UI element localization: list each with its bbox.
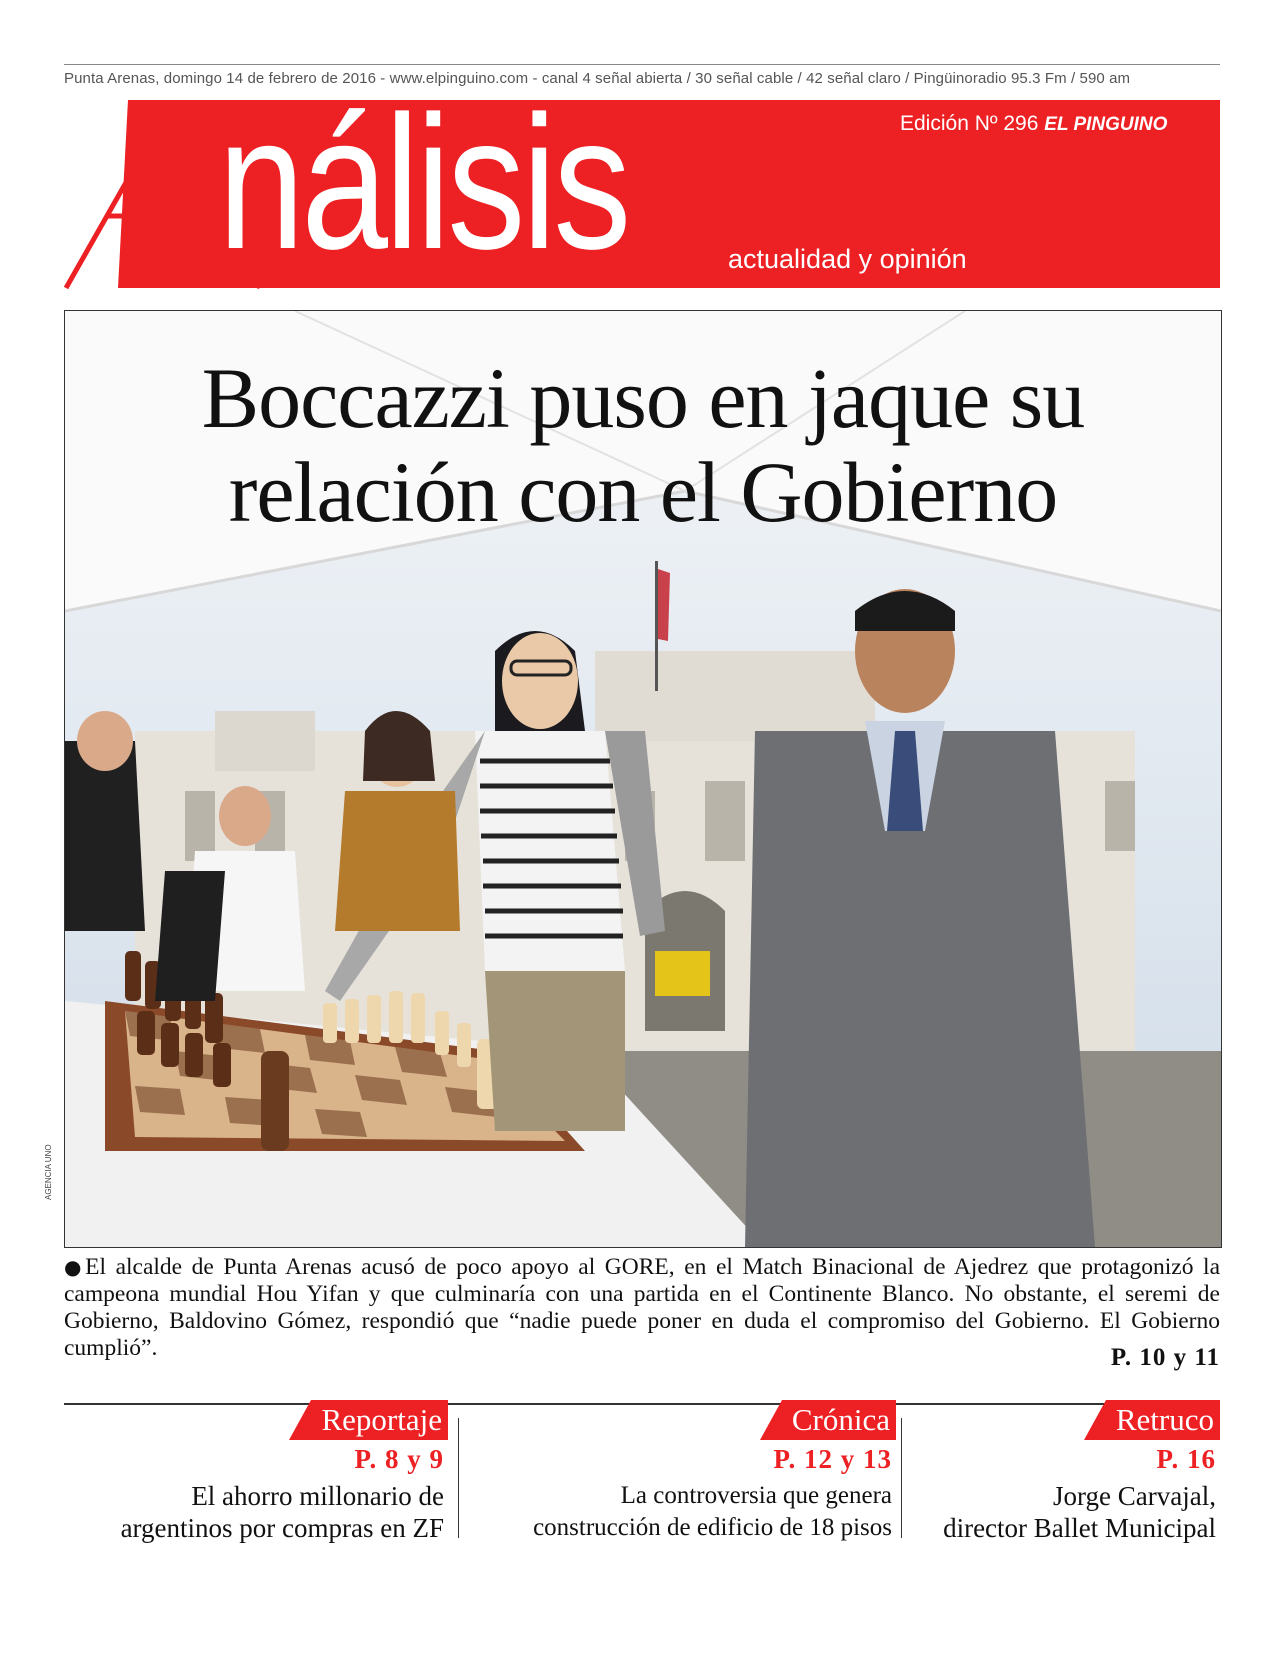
column-divider xyxy=(901,1418,902,1538)
brand-name: EL PINGUINO xyxy=(1044,114,1168,135)
dateline: Punta Arenas, domingo 14 de febrero de 2016 - www.elpinguino.com - canal 4 señal abierta / 30 señal cable / 42 señal claro / Pingüinoradio 95.3 Fm / 590 am xyxy=(64,70,1131,87)
masthead-title: nálisis xyxy=(218,77,628,289)
top-rule xyxy=(64,64,1220,65)
lead-page-ref[interactable]: P. 10 y 11 xyxy=(1110,1344,1220,1371)
teaser-headline xyxy=(533,1480,892,1544)
headline-line-1: Boccazzi puso en jaque su xyxy=(201,350,1085,446)
headline-line-2: relación con el Gobierno xyxy=(228,444,1058,540)
teaser-headline xyxy=(121,1480,444,1544)
teaser-line-1: Jorge Carvajal, xyxy=(1053,1481,1216,1511)
teaser-page-ref: P. 8 y 9 xyxy=(354,1444,444,1474)
teaser-reportaje[interactable] xyxy=(64,1400,448,1543)
teaser-line-2: argentinos por compras en ZF xyxy=(120,1513,444,1543)
teaser-retruco[interactable] xyxy=(912,1400,1220,1543)
teaser-line-1: La controversia que genera xyxy=(620,1482,892,1509)
caption-text: El alcalde de Punta Arenas acusó de poco apoyo al GORE, en el Match Binacional de Ajedrez que protagonizó la campeona mundial Hou Yifan y que culminaría con una partida en el Continente Blanco. No obstante, el seremi de Gobierno, Baldovino Gómez, respondió que “nadie puede poner en duda el compromiso del Gobierno. El Gobierno cumplió”. xyxy=(64,1254,1220,1361)
teaser-line-2: director Ballet Municipal xyxy=(943,1513,1216,1543)
teaser-section-tag: Reportaje xyxy=(311,1400,448,1440)
edition-number: Edición Nº 296 xyxy=(900,112,1039,135)
photo-credit: AGENCIA UNO xyxy=(44,1144,53,1200)
teaser-cronica[interactable] xyxy=(468,1400,896,1540)
lead-caption xyxy=(64,1254,1220,1362)
svg-text:A: A xyxy=(54,92,55,93)
edition-info xyxy=(900,112,1167,136)
caption-bullet: ● xyxy=(64,1255,86,1279)
teaser-page-ref: P. 12 y 13 xyxy=(773,1444,892,1474)
teaser-page-ref: P. 16 xyxy=(1156,1444,1216,1474)
teaser-section-tag: Crónica xyxy=(782,1400,896,1440)
teaser-headline xyxy=(943,1480,1216,1544)
masthead-subtitle: actualidad y opinión xyxy=(728,244,967,274)
teaser-section-tag: Retruco xyxy=(1106,1400,1220,1440)
column-divider xyxy=(458,1418,459,1538)
lead-headline[interactable] xyxy=(65,351,1221,539)
teaser-line-2: construcción de edificio de 18 pisos xyxy=(533,1514,892,1541)
lead-photo xyxy=(64,310,1222,1248)
teaser-line-1: El ahorro millonario de xyxy=(191,1481,444,1511)
